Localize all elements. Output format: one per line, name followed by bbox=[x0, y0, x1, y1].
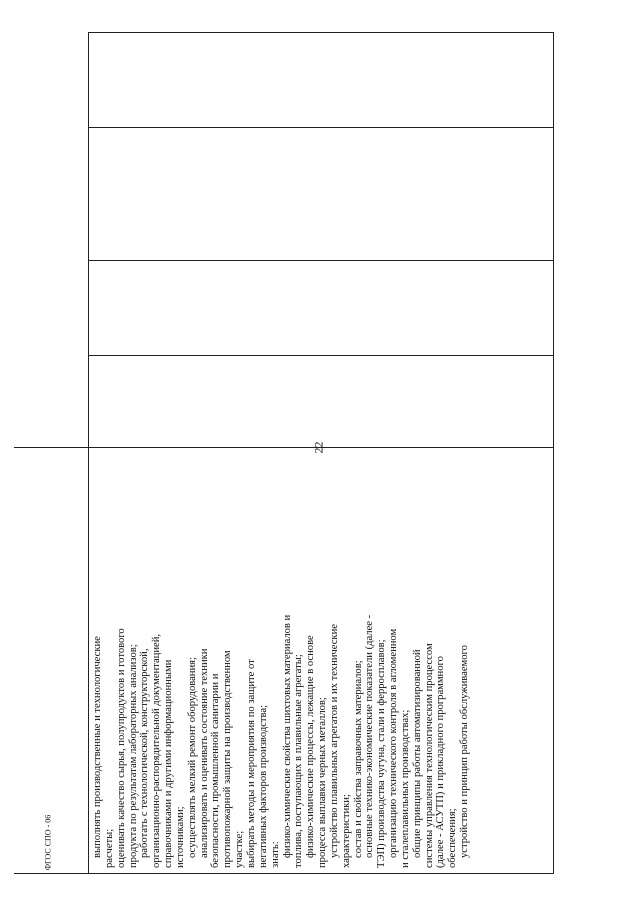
row-divider bbox=[89, 127, 553, 128]
content-line: анализировать и оценивать состояние техники bbox=[198, 648, 210, 858]
content-line: организацию технического контроля в агломенном bbox=[388, 628, 400, 858]
row-divider bbox=[89, 260, 553, 261]
content-line: системы управления технологическим процессом bbox=[423, 643, 435, 868]
content-line: характеристики; bbox=[340, 794, 352, 868]
content-line: организационно-распорядительной документацией, bbox=[151, 633, 163, 868]
content-line: физико-химические процессы, лежащие в основе bbox=[305, 635, 317, 858]
content-line: негативных факторов производства; bbox=[257, 704, 269, 868]
content-line: устройство плавильных агрегатов и их технические bbox=[328, 624, 340, 858]
content-line: физико-химические свойства шихтовых материалов и bbox=[281, 614, 293, 858]
content-line: процесса выплавки черных металлов; bbox=[317, 697, 329, 868]
content-list bbox=[88, 447, 471, 874]
content-line: общие принципы работы автоматизированной bbox=[411, 649, 423, 858]
content-line: работать с технологической, конструкторской, bbox=[139, 648, 151, 858]
content-cell bbox=[88, 447, 554, 874]
left-column bbox=[14, 447, 89, 874]
footer-code: ФГОС СПО - 06 bbox=[43, 814, 53, 871]
row-divider bbox=[89, 355, 553, 356]
content-line: источниками; bbox=[174, 806, 186, 868]
content-line: выбирать методы и мероприятия по защите от bbox=[245, 659, 257, 868]
content-line: основные технико-экономические показатели (далее - bbox=[364, 614, 376, 858]
content-line: ТЭП) производства чугуна, стали и ферросплавов; bbox=[376, 639, 388, 868]
content-line: оценивать качество сырья, полупродуктов и готового bbox=[115, 628, 127, 868]
content-line: продукта по результатам лабораторных анализов; bbox=[127, 644, 139, 868]
content-line: и сталеплавильных производствах; bbox=[399, 709, 411, 868]
content-line: состав и свойства заправочных материалов; bbox=[352, 660, 364, 858]
content-line: знать: bbox=[269, 841, 281, 868]
content-line: устройство и принцип работы обслуживаемого bbox=[459, 645, 471, 858]
content-line: безопасности, промышленной санитарии и bbox=[210, 673, 222, 868]
content-line: обеспечения; bbox=[447, 808, 459, 868]
page-number: 22 bbox=[311, 441, 326, 454]
content-line: (далее - АСУТП) и прикладного программного bbox=[435, 656, 447, 868]
content-line: выполнять производственные и технологические bbox=[92, 636, 103, 858]
content-line: топлива, поступающих в плавильные агрегаты; bbox=[293, 654, 305, 868]
content-line: осуществлять мелкий ремонт оборудования; bbox=[186, 657, 198, 858]
content-line: участке; bbox=[234, 830, 246, 868]
content-line: противопожарной защиты на производственном bbox=[222, 650, 234, 868]
content-line: справочниками и другими информационными bbox=[163, 659, 175, 868]
content-line: расчеты; bbox=[103, 828, 115, 868]
